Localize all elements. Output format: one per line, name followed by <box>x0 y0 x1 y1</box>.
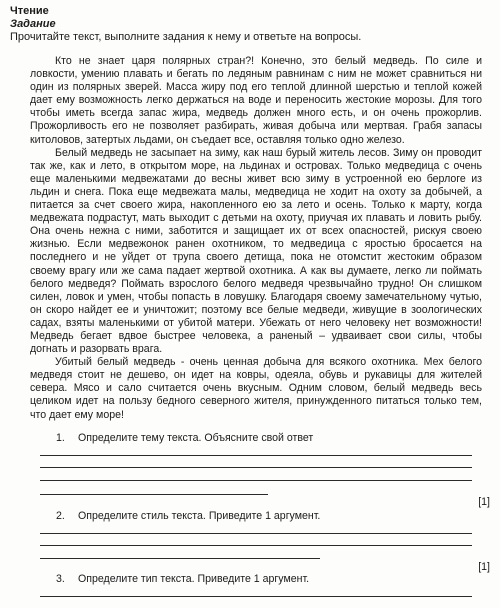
answer-line[interactable] <box>40 533 472 534</box>
score-mark: [1] <box>478 496 490 508</box>
task-label: Задание <box>10 18 56 30</box>
reading-text <box>30 55 482 422</box>
subject-heading: Чтение <box>10 5 49 17</box>
answer-line[interactable] <box>40 596 472 597</box>
score-mark: [1] <box>478 561 490 573</box>
instruction-text: Прочитайте текст, выполните задания к нему и ответьте на вопросы. <box>10 31 362 43</box>
question-number: 3. <box>56 573 65 585</box>
question-text: Определите тип текста. Приведите 1 аргумент. <box>78 573 310 585</box>
question-number: 2. <box>56 510 65 522</box>
answer-line[interactable] <box>40 455 472 456</box>
question-number: 1. <box>56 432 65 444</box>
text-paragraph: Убитый белый медведь - очень ценная добыча для всякого охотника. Мех белого медведя стоит не дешево, он идет на ковры, одеяла, обувь и рукавицы для жителей севера. Мясо и сало считается очень вкусным. Одним словом, белый медведь весь целиком идет на пользу бедного северного жителя, принужденного питаться только тем, что дает ему море! <box>30 356 482 421</box>
answer-line[interactable] <box>40 545 472 546</box>
question-text: Определите стиль текста. Приведите 1 аргумент. <box>78 510 321 522</box>
answer-line[interactable] <box>40 558 320 559</box>
answer-line[interactable] <box>40 480 472 481</box>
text-paragraph: Белый медведь не засыпает на зиму, как наш бурый житель лесов. Зиму он проводит так же, как и лето, в открытом море, на льдинах и островах. Только медведица с очень еще маленькими медвежатами до весны живет всю зиму в устроенной ею берлоге из льдин и снега. Пока еще медвежата малы, медведица не ходит на охоту за добычей, а питается за счет своего жира, накопленного ею за лето и осень. Только к марту, когда медвежата подрастут, мать выходит с детьми на охоту, приучая их плавать и ловить рыбу. Она очень нежна с ними, заботится и защищает их от всех опасностей, рискуя своею жизнью. Если медвежонок ранен охотником, то медведица с яростью бросается на последнего и не уйдет от трупа своего детища, пока не отомстит жестоким образом своему врагу или же сама падает жертвой охотника. А как вы думаете, легко ли поймать белого медведя? Поймать взрослого белого медведя чрезвычайно трудно! Он слишком силен, ловок и умен, чтобы попасть в ловушку. Благодаря своему замечательному чутью, он скоро найдет ее и уничтожит; поэтому все белые медведи, живущие в зоологических садах, взяты маленькими от убитой матери. Убежать от него человеку нет возможности! Медведь бегает вдвое быстрее человека, а раненый – удваивает свои силы, чтобы догнать и разорвать врага. <box>30 146 482 356</box>
question-2 <box>56 510 320 523</box>
answer-line[interactable] <box>40 467 472 468</box>
question-3 <box>56 573 309 586</box>
question-text: Определите тему текста. Объясните свой ответ <box>78 432 314 444</box>
text-paragraph: Кто не знает царя полярных стран?! Конечно, это белый медведь. По силе и ловкости, умению плавать и бегать по ледяным равнинам с ним не может сравниться ни один из полярных зверей. Масса жиру под его теплой длинной шерстью и теплой кожей дает ему возможность легко держаться на воде и переносить жестокие морозы. Для того чтобы иметь всегда запас жира, медведь должен много есть, и он очень прожорлив. Прожорливость его не позволяет разбирать, живая добыча или мертвая. Грабя запасы китоловов, затертых льдами, он съедает все, оставляя только одно железо. <box>30 55 482 146</box>
answer-line[interactable] <box>40 494 268 495</box>
question-1 <box>56 432 313 445</box>
